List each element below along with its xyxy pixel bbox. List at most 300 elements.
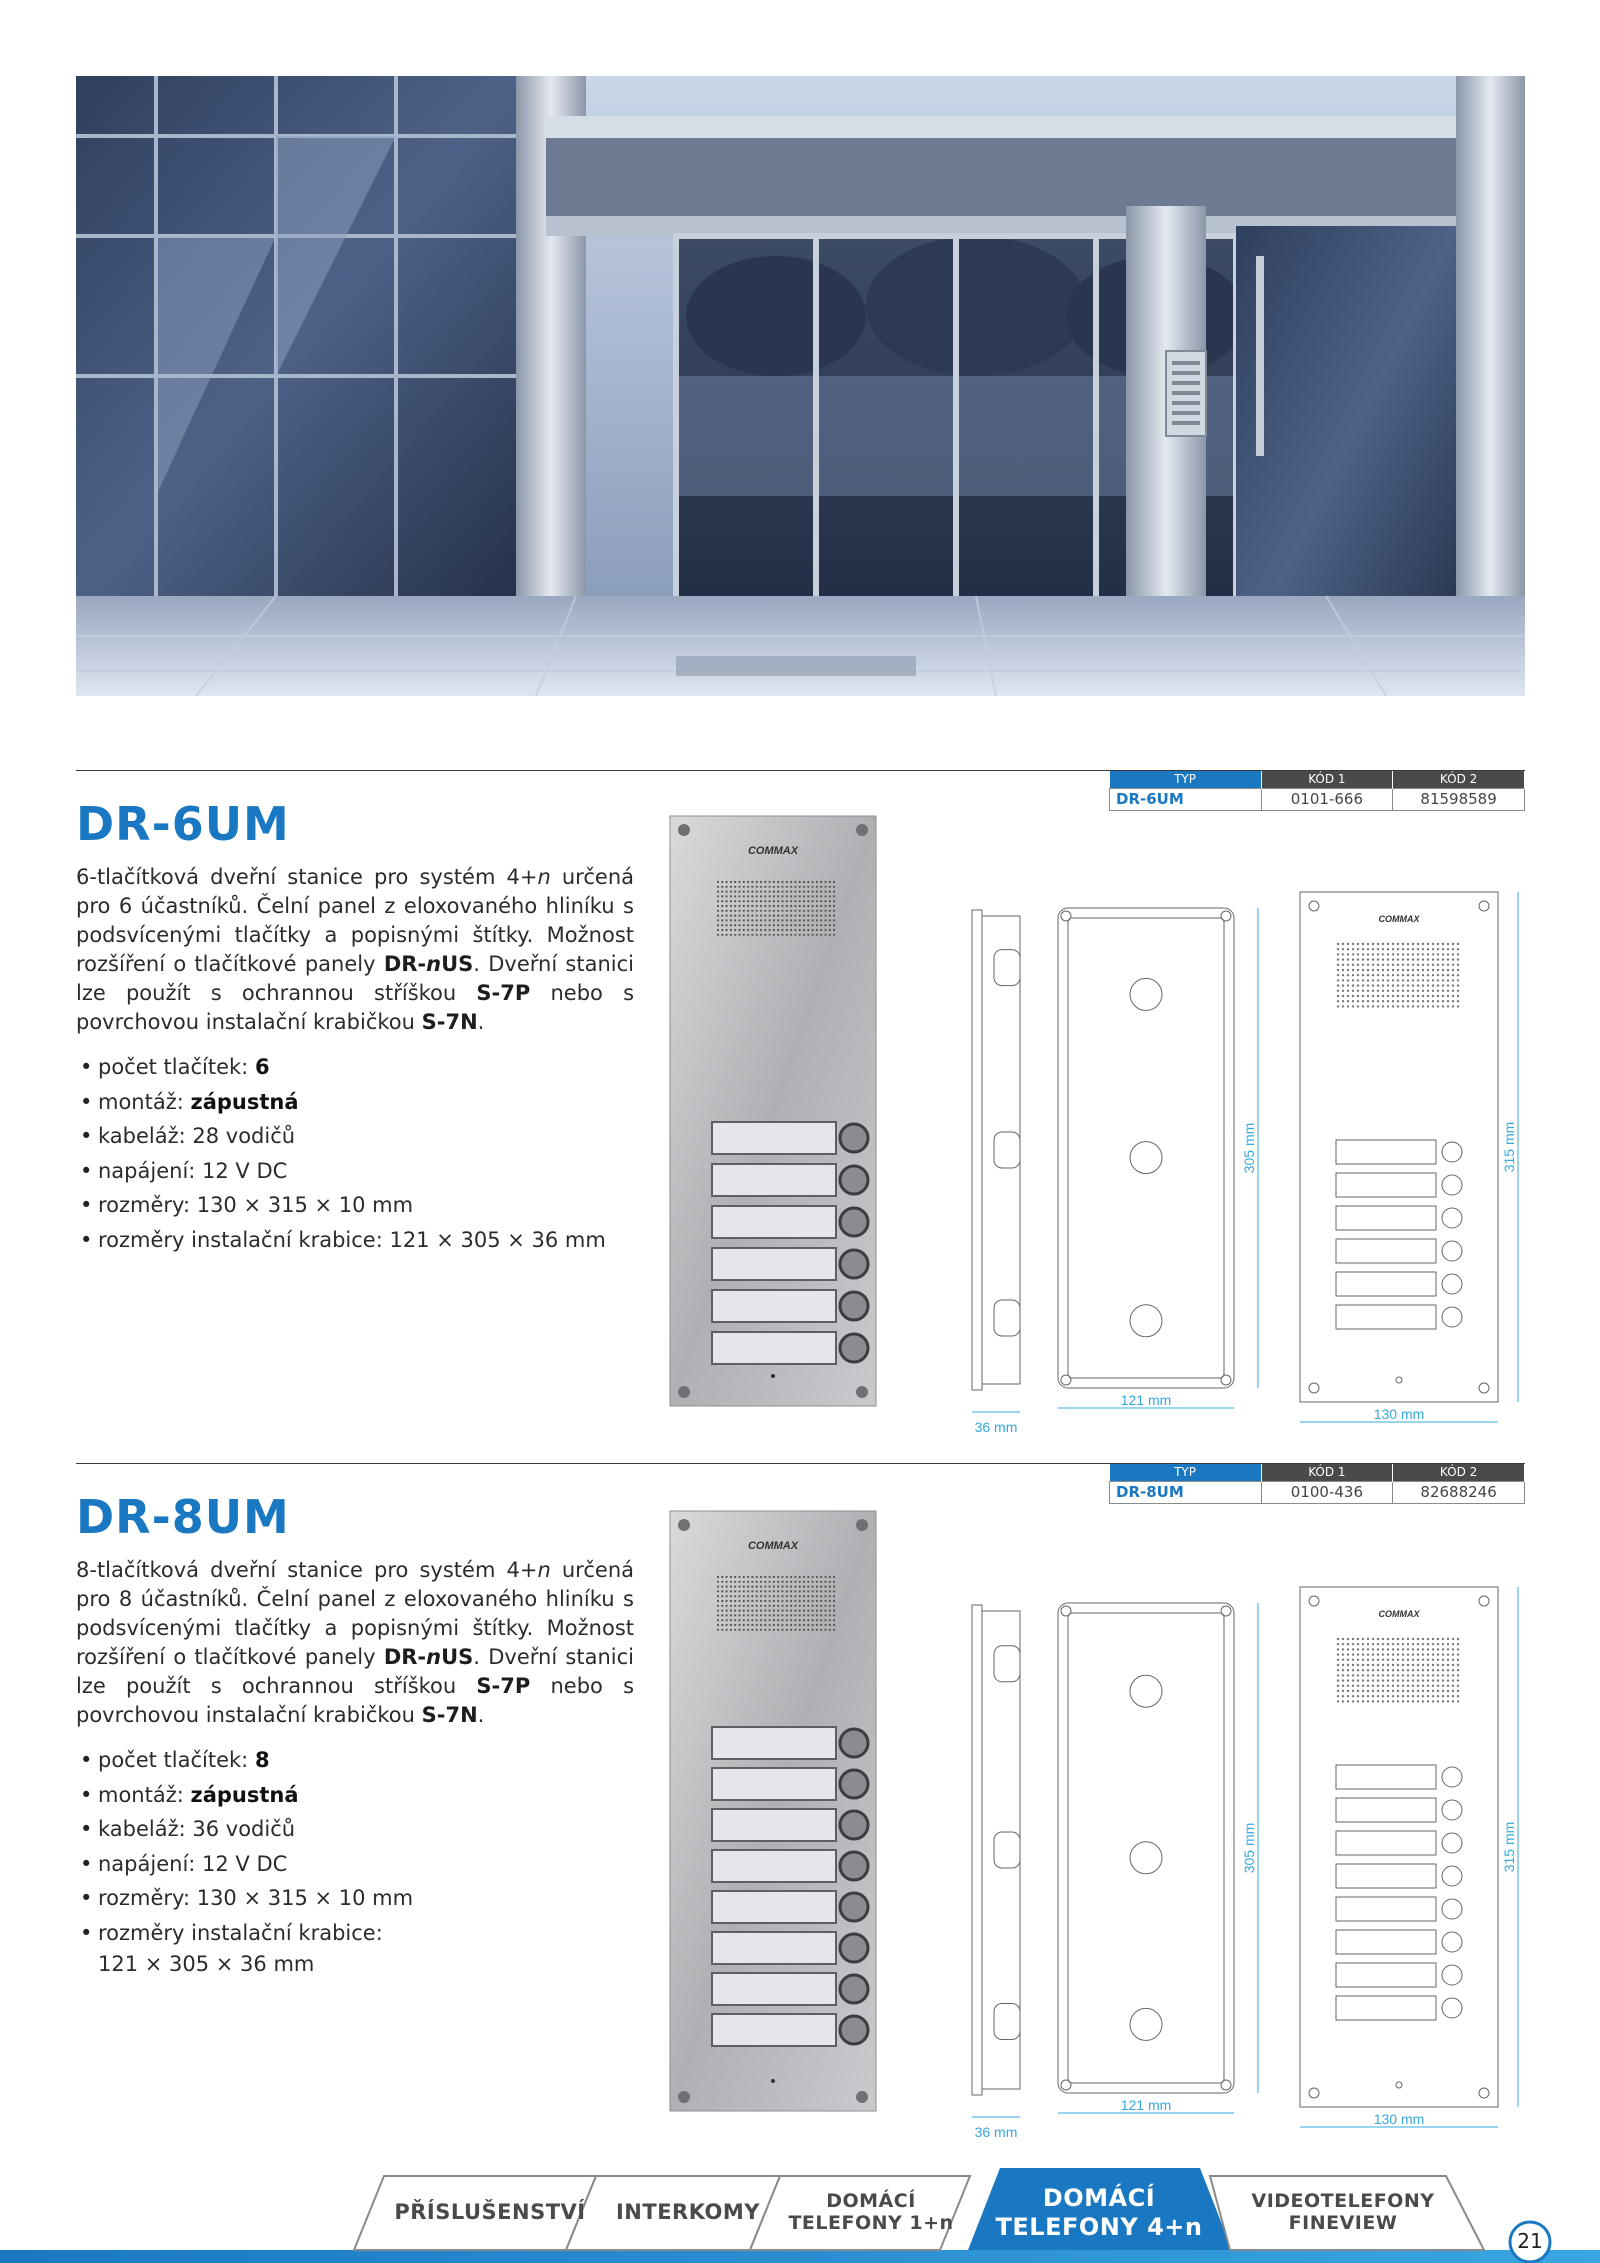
grille-hole [726,1619,728,1621]
grille-hole [1392,969,1394,971]
grille-hole [1382,990,1384,992]
grille-hole [1437,1685,1439,1687]
grille-hole [1362,1685,1364,1687]
grille-hole [1412,1685,1414,1687]
grille-hole [1347,969,1349,971]
grille-hole [769,1619,771,1621]
grille-hole [1397,1659,1399,1661]
grille-hole [760,1629,762,1631]
desc-text: nebo s povrchovou instalační krabičkou [76,1674,635,1727]
grille-hole [1387,1690,1389,1692]
grille-hole [1437,990,1439,992]
grille-hole [726,881,728,883]
grille-hole [829,881,831,883]
nav-tab-label[interactable] [596,2200,780,2224]
grille-hole [1407,958,1409,960]
grille-hole [1447,1690,1449,1692]
grille-hole [820,1629,822,1631]
grille-hole [794,1629,796,1631]
grille-hole [1372,953,1374,955]
grille-hole [1347,1690,1349,1692]
screw-icon [1479,1383,1489,1393]
grille-hole [786,1581,788,1583]
grille-hole [1437,1669,1439,1671]
grille-hole [756,891,758,893]
grille-hole [756,910,758,912]
grille-hole [1337,1685,1339,1687]
grille-hole [1407,974,1409,976]
grille-hole [816,1586,818,1588]
grille-hole [1417,958,1419,960]
side-knockout [994,1132,1020,1168]
grille-hole [1442,1685,1444,1687]
grille-hole [803,924,805,926]
grille-hole [1432,1005,1434,1007]
grille-hole [820,1600,822,1602]
grille-hole [1402,1700,1404,1702]
nav-tab-text: TELEFONY 4+n [995,2213,1203,2241]
grille-hole [1442,974,1444,976]
desc-bold: DR- [383,952,427,976]
grille-hole [1397,948,1399,950]
grille-hole [812,895,814,897]
grille-hole [833,1619,835,1621]
grille-hole [756,905,758,907]
grille-hole [760,1595,762,1597]
grille-hole [1452,958,1454,960]
grille-hole [812,1624,814,1626]
grille-hole [816,1624,818,1626]
grille-hole [1417,1664,1419,1666]
grille-hole [730,905,732,907]
grille-hole [717,919,719,921]
grille-hole [1422,1669,1424,1671]
dim-depth: 36 mm [974,1419,1018,1435]
grille-hole [1432,1674,1434,1676]
grille-hole [738,1605,740,1607]
grille-hole [1387,974,1389,976]
grille-hole [726,924,728,926]
grille-hole [1392,990,1394,992]
grille-hole [824,934,826,936]
grille-hole [1432,1664,1434,1666]
grille-hole [756,924,758,926]
grille-hole [1407,1659,1409,1661]
spec-label: rozměry instalační krabice: [98,1920,383,1945]
grille-hole [833,910,835,912]
nav-tab-label[interactable] [1228,2190,1458,2234]
nav-tab-label[interactable] [384,2200,596,2224]
grille-hole [1392,1690,1394,1692]
grille-hole [773,886,775,888]
grille-hole [734,1624,736,1626]
grille-hole [799,910,801,912]
grille-hole [769,910,771,912]
grille-hole [751,934,753,936]
grille-hole [833,1576,835,1578]
name-plate [712,1122,836,1154]
grille-hole [717,1614,719,1616]
grille-hole [1382,1679,1384,1681]
grille-hole [1427,1653,1429,1655]
grille-hole [803,895,805,897]
desc-text: . Dveřní stanici lze použít s ochrannou stříškou [76,1645,634,1698]
grille-hole [799,881,801,883]
grille-hole [743,905,745,907]
grille-hole [1382,1669,1384,1671]
grille-hole [743,1576,745,1578]
grille-hole [1382,1685,1384,1687]
grille-hole [1407,1005,1409,1007]
grille-hole [790,900,792,902]
grille-hole [738,929,740,931]
grille-hole [799,1629,801,1631]
grille-hole [807,905,809,907]
grille-hole [1397,964,1399,966]
grille-hole [1442,995,1444,997]
grille-hole [1442,1005,1444,1007]
grille-hole [807,919,809,921]
grille-hole [1377,1685,1379,1687]
grille-hole [734,1614,736,1616]
grille-hole [1382,979,1384,981]
call-button [840,1934,868,1962]
grille-hole [803,1600,805,1602]
grille-hole [1392,943,1394,945]
grille-hole [812,1586,814,1588]
grille-hole [1337,1700,1339,1702]
grille-hole [812,891,814,893]
grille-hole [751,881,753,883]
grille-hole [1382,1000,1384,1002]
grille-hole [717,905,719,907]
grille-hole [1422,1679,1424,1681]
grille-hole [1447,1648,1449,1650]
grille-hole [777,1614,779,1616]
screw-hole-icon [1061,1606,1071,1616]
grille-hole [812,924,814,926]
grille-hole [773,900,775,902]
grille-hole [1442,948,1444,950]
grille-hole [1382,948,1384,950]
dim-box-width: 121 mm [1120,1392,1172,1408]
grille-hole [1347,990,1349,992]
nav-tab-label[interactable] [988,2184,1210,2242]
grille-hole [773,1590,775,1592]
grille-hole [833,1624,835,1626]
grille-hole [1457,1690,1459,1692]
grille-hole [1382,964,1384,966]
grille-hole [769,1614,771,1616]
grille-hole [1352,1700,1354,1702]
grille-hole [773,1614,775,1616]
grille-hole [1457,1700,1459,1702]
grille-hole [734,895,736,897]
grille-hole [1337,1674,1339,1676]
grille-hole [829,1590,831,1592]
grille-hole [764,1629,766,1631]
grille-hole [1407,969,1409,971]
grille-hole [1432,943,1434,945]
grille-hole [1427,979,1429,981]
grille-hole [721,886,723,888]
grille-hole [734,910,736,912]
grille-hole [760,1590,762,1592]
grille-hole [799,915,801,917]
grille-hole [1407,979,1409,981]
grille-hole [738,900,740,902]
grille-hole [833,1586,835,1588]
grille-hole [747,924,749,926]
grille-hole [1337,1643,1339,1645]
grille-hole [807,1586,809,1588]
grille-hole [1377,953,1379,955]
name-plate [712,2014,836,2046]
spec-item [76,1812,636,1847]
grille-hole [1372,1695,1374,1697]
grille-hole [1387,943,1389,945]
grille-hole [1362,943,1364,945]
grille-hole [751,1619,753,1621]
nav-tab-label[interactable] [776,2190,966,2234]
desc-bold: US [441,1645,474,1669]
grille-hole [1407,1643,1409,1645]
grille-hole [1342,1679,1344,1681]
grille-hole [773,934,775,936]
grille-hole [807,924,809,926]
grille-hole [726,1610,728,1612]
grille-hole [1397,974,1399,976]
grille-hole [760,924,762,926]
grille-hole [812,1605,814,1607]
grille-hole [1437,974,1439,976]
grille-hole [1392,1679,1394,1681]
grille-hole [816,1619,818,1621]
name-plate [712,1727,836,1759]
grille-hole [760,1586,762,1588]
grille-hole [1437,1700,1439,1702]
grille-hole [1357,979,1359,981]
grille-hole [1402,979,1404,981]
screw-icon [856,1519,868,1531]
grille-hole [764,900,766,902]
spec-label: kabeláž: 36 vodičů [98,1817,296,1841]
grille-hole [743,895,745,897]
grille-hole [747,1610,749,1612]
grille-hole [1427,964,1429,966]
grille-hole [1352,1669,1354,1671]
grille-hole [820,1590,822,1592]
grille-hole [1367,1659,1369,1661]
grille-hole [773,1595,775,1597]
screw-icon [678,1519,690,1531]
grille-hole [1407,1664,1409,1666]
grille-hole [820,1595,822,1597]
grille-hole [734,886,736,888]
grille-hole [760,1581,762,1583]
grille-hole [1357,1664,1359,1666]
grille-hole [794,1576,796,1578]
grille-hole [1422,969,1424,971]
grille-hole [1442,1674,1444,1676]
grille-hole [1427,958,1429,960]
grille-hole [1447,1659,1449,1661]
grille-hole [1412,1690,1414,1692]
grille-hole [1347,1664,1349,1666]
grille-hole [790,905,792,907]
grille-hole [1392,958,1394,960]
led-indicator [771,2079,775,2083]
grille-hole [743,881,745,883]
grille-hole [717,886,719,888]
grille-hole [1367,974,1369,976]
grille-hole [1442,1700,1444,1702]
grille-hole [1442,1643,1444,1645]
grille-hole [829,1581,831,1583]
grille-hole [738,1595,740,1597]
table-cell-kod1: 0101-666 [1261,788,1393,810]
grille-hole [790,886,792,888]
spec-label: napájení: 12 V DC [98,1851,288,1876]
grille-hole [829,1605,831,1607]
grille-hole [726,1595,728,1597]
grille-hole [1392,964,1394,966]
grille-hole [833,895,835,897]
grille-hole [1377,1653,1379,1655]
grille-hole [1342,1685,1344,1687]
grille-hole [1397,1679,1399,1681]
grille-hole [756,1595,758,1597]
grille-hole [769,895,771,897]
grille-hole [1417,1000,1419,1002]
grille-hole [1422,990,1424,992]
grille-hole [1362,1674,1364,1676]
desc-text: . [477,1010,485,1034]
grille-hole [743,934,745,936]
grille-hole [717,1624,719,1626]
grille-hole [730,910,732,912]
grille-hole [1407,964,1409,966]
grille-hole [756,1581,758,1583]
grille-hole [799,1590,801,1592]
grille-hole [824,929,826,931]
grille-hole [773,905,775,907]
grille-hole [816,1610,818,1612]
grille-hole [1442,1638,1444,1640]
grille-hole [1422,979,1424,981]
product-title: DR-6UM [76,797,290,851]
grille-hole [1367,995,1369,997]
grille-hole [1392,1659,1394,1661]
grille-hole [1372,979,1374,981]
grille-hole [777,891,779,893]
grille-hole [717,924,719,926]
grille-hole [1377,964,1379,966]
grille-hole [756,1590,758,1592]
grille-hole [786,1629,788,1631]
grille-hole [1457,1643,1459,1645]
grille-hole [1397,984,1399,986]
grille-hole [786,1624,788,1626]
grille-hole [1437,1638,1439,1640]
grille-hole [1432,964,1434,966]
grille-hole [1352,1643,1354,1645]
grille-hole [1362,984,1364,986]
grille-hole [820,919,822,921]
grille-hole [717,915,719,917]
grille-hole [1397,943,1399,945]
grille-hole [743,919,745,921]
grille-hole [1362,1700,1364,1702]
grille-hole [734,915,736,917]
grille-hole [730,929,732,931]
grille-hole [1422,1643,1424,1645]
grille-hole [1397,1648,1399,1650]
grille-hole [764,924,766,926]
grille-hole [812,919,814,921]
grille-hole [738,1590,740,1592]
grille-hole [1442,1000,1444,1002]
grille-hole [1337,984,1339,986]
grille-hole [816,895,818,897]
grille-hole [777,1586,779,1588]
grille-hole [1352,969,1354,971]
grille-hole [829,910,831,912]
grille-hole [1352,1653,1354,1655]
grille-hole [1437,1664,1439,1666]
name-plate [712,1850,836,1882]
desc-bold-italic-n: n [426,1645,442,1669]
brand-logo: COMMAX [1378,914,1420,924]
grille-hole [1407,1000,1409,1002]
grille-hole [1367,948,1369,950]
grille-hole [1342,1695,1344,1697]
grille-hole [1422,1695,1424,1697]
table-cell-kod2: 82688246 [1393,1481,1525,1503]
side-face [972,1605,982,2095]
grille-hole [721,881,723,883]
grille-hole [1407,948,1409,950]
grille-hole [833,924,835,926]
grille-hole [1402,1664,1404,1666]
grille-hole [816,929,818,931]
grille-hole [717,1581,719,1583]
grille-hole [1382,984,1384,986]
grille-hole [794,1581,796,1583]
grille-hole [1452,964,1454,966]
front-button [1442,1965,1462,1985]
grille-hole [790,1576,792,1578]
grille-hole [1352,1679,1354,1681]
grille-hole [820,1610,822,1612]
grille-hole [1337,958,1339,960]
grille-hole [786,895,788,897]
grille-hole [807,1590,809,1592]
grille-hole [764,929,766,931]
screw-hole-icon [1061,911,1071,921]
front-button [1442,1899,1462,1919]
grille-hole [1452,1000,1454,1002]
grille-hole [807,1595,809,1597]
grille-hole [743,1624,745,1626]
screw-icon [1309,1596,1319,1606]
grille-hole [829,1586,831,1588]
table-header-kod2: KÓD 2 [1393,1464,1525,1481]
grille-hole [1372,948,1374,950]
grille-hole [1362,1659,1364,1661]
box-outer [1058,908,1234,1388]
grille-hole [738,1586,740,1588]
